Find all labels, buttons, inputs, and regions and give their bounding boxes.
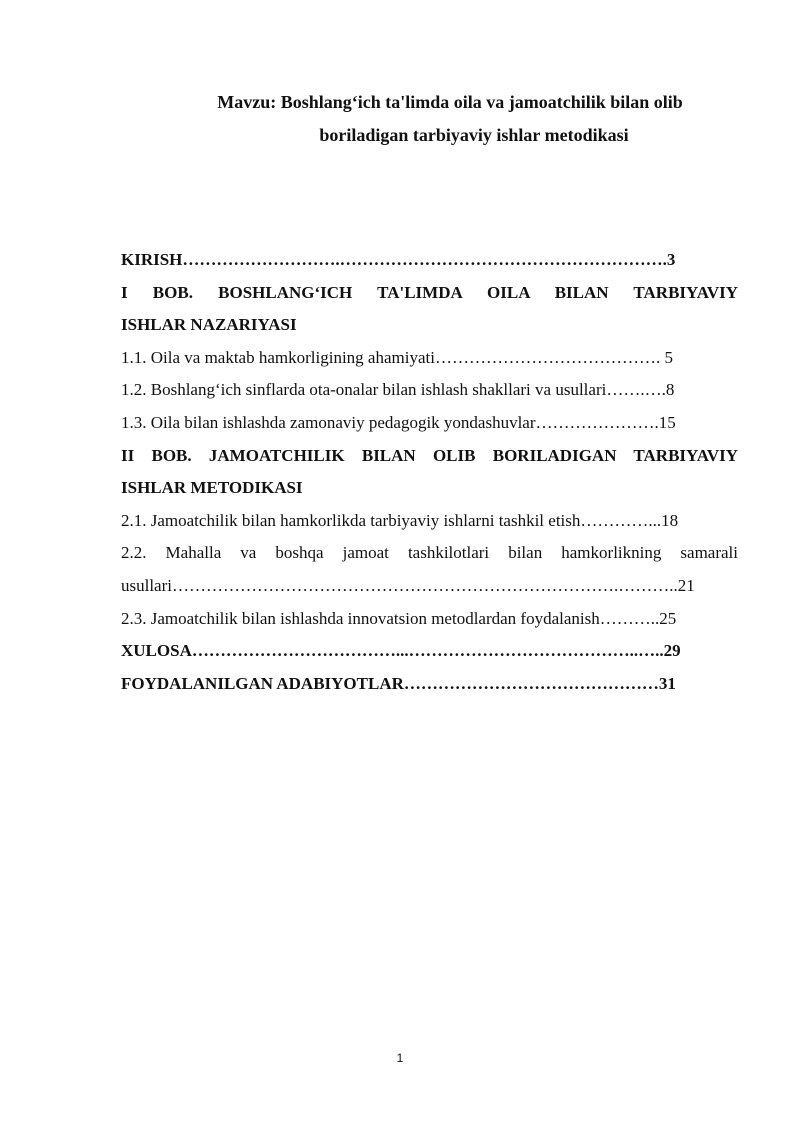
toc-section-1-1: 1.1. Oila va maktab hamkorligining ahamiyati…………………………………. 5 bbox=[121, 347, 673, 367]
toc-references: FOYDALANILGAN ADABIYOTLAR………………………………………31 bbox=[121, 673, 676, 693]
page-number: 1 bbox=[396, 1051, 404, 1065]
toc-chapter-1-heading-line-2: ISHLAR NAZARIYASI bbox=[121, 315, 297, 335]
toc-chapter-1-heading-line-1: I BOB. BOSHLANG‘ICH TA'LIMDA OILA BILAN TARBIYAVIY bbox=[121, 282, 738, 302]
toc-conclusion: XULOSA………………………………...…………………………………..…..29 bbox=[121, 641, 681, 661]
toc-introduction: KIRISH……………………….………………………………………………….3 bbox=[121, 250, 676, 269]
document-title bbox=[120, 86, 780, 152]
toc-section-1-3: 1.3. Oila bilan ishlashda zamonaviy pedagogik yondashuvlar………………….15 bbox=[121, 412, 676, 432]
toc-chapter-2-heading-line-2: ISHLAR METODIKASI bbox=[121, 478, 303, 498]
toc-section-2-1: 2.1. Jamoatchilik bilan hamkorlikda tarbiyaviy ishlarni tashkil etish…………...18 bbox=[121, 510, 679, 530]
table-of-contents bbox=[121, 244, 738, 700]
toc-chapter-2-heading-line-1: II BOB. JAMOATCHILIK BILAN OLIB BORILADIGAN TARBIYAVIY bbox=[121, 445, 738, 465]
toc-section-2-2-line-2: usullari…………………………………………………………………….………..21 bbox=[121, 575, 695, 595]
toc-section-2-2-line-1: 2.2. Mahalla va boshqa jamoat tashkilotlari bilan hamkorlikning samarali bbox=[121, 543, 738, 563]
toc-section-1-2: 1.2. Boshlang‘ich sinflarda ota-onalar bilan ishlash shakllari va usullari…….….8 bbox=[121, 380, 675, 400]
title-line-2: boriladigan tarbiyaviy ishlar metodikasi bbox=[319, 125, 629, 145]
title-line-1: Mavzu: Boshlang‘ich ta'limda oila va jamoatchilik bilan olib bbox=[217, 92, 683, 112]
toc-section-2-3: 2.3. Jamoatchilik bilan ishlashda innovatsion metodlardan foydalanish………..25 bbox=[121, 608, 677, 628]
